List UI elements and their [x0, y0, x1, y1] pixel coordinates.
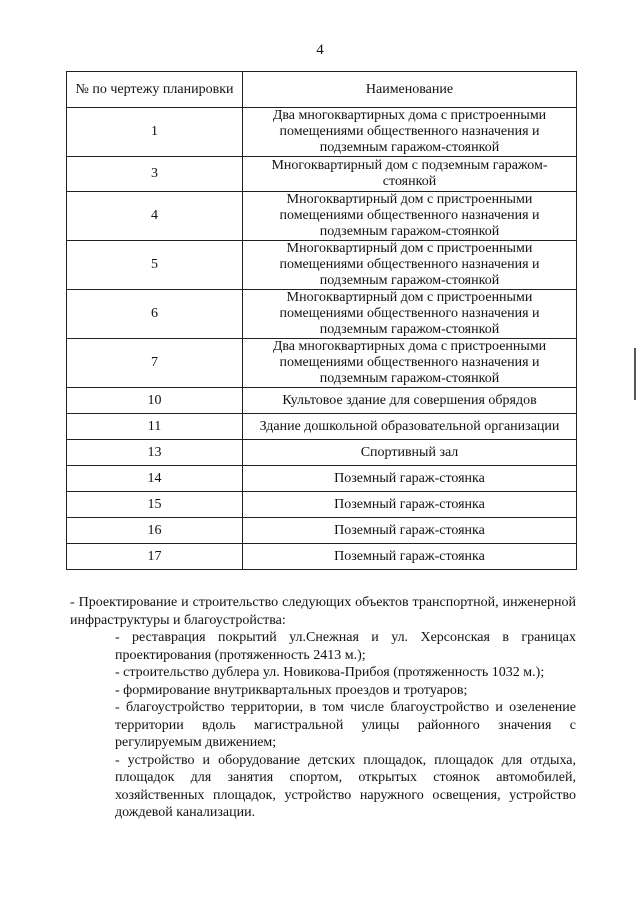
row-name: Поземный гараж-стоянка	[243, 466, 577, 492]
row-number: 7	[67, 339, 243, 388]
table-row	[67, 440, 577, 466]
row-name: Многоквартирный дом с пристроенными помещениями общественного назначения и подземным гаражом-стоянкой	[243, 290, 577, 339]
row-name: Многоквартирный дом с подземным гаражом-стоянкой	[243, 157, 577, 192]
table-header-row	[67, 72, 577, 108]
row-name: Два многоквартирных дома с пристроенными помещениями общественного назначения и подземным гаражом-стоянкой	[243, 108, 577, 157]
table-row	[67, 492, 577, 518]
row-number: 11	[67, 414, 243, 440]
infrastructure-text	[70, 594, 576, 822]
row-name: Спортивный зал	[243, 440, 577, 466]
row-number: 5	[67, 241, 243, 290]
row-name: Культовое здание для совершения обрядов	[243, 388, 577, 414]
table-row	[67, 414, 577, 440]
page-number: 4	[316, 42, 324, 58]
row-name: Здание дошкольной образовательной организации	[243, 414, 577, 440]
row-number: 3	[67, 157, 243, 192]
list-item: - строительство дублера ул. Новикова-Прибоя (протяженность 1032 м.);	[115, 665, 545, 680]
row-number: 17	[67, 544, 243, 570]
table-row	[67, 388, 577, 414]
row-name: Два многоквартирных дома с пристроенными помещениями общественного назначения и подземным гаражом-стоянкой	[243, 339, 577, 388]
row-number: 15	[67, 492, 243, 518]
scan-edge-mark	[634, 348, 636, 400]
table-row	[67, 290, 577, 339]
row-name: Поземный гараж-стоянка	[243, 544, 577, 570]
list-item: - реставрация покрытий ул.Снежная и ул. Херсонская в границах проектирования (протяженность 2413 м.);	[115, 630, 576, 663]
row-number: 6	[67, 290, 243, 339]
header-number: № по чертежу планировки	[67, 72, 243, 108]
row-number: 14	[67, 466, 243, 492]
list-item: - формирование внутриквартальных проездов и тротуаров;	[115, 682, 468, 698]
row-number: 1	[67, 108, 243, 157]
table-row	[67, 518, 577, 544]
table-row	[67, 466, 577, 492]
list-item: - устройство и оборудование детских площадок, площадок для отдыха, площадок для занятия спортом, открытых стоянок автомобилей, хозяйственных площадок, устройство наружного освещения, устройство дождевой канализации.	[115, 752, 576, 820]
intro-paragraph: - Проектирование и строительство следующих объектов транспортной, инженерной инфраструктуры и благоустройства:	[70, 595, 576, 628]
row-name: Многоквартирный дом с пристроенными помещениями общественного назначения и подземным гаражом-стоянкой	[243, 192, 577, 241]
row-number: 16	[67, 518, 243, 544]
row-number: 4	[67, 192, 243, 241]
row-name: Многоквартирный дом с пристроенными помещениями общественного назначения и подземным гаражом-стоянкой	[243, 241, 577, 290]
table-row	[67, 241, 577, 290]
row-name: Поземный гараж-стоянка	[243, 492, 577, 518]
table-row	[67, 192, 577, 241]
table-row	[67, 108, 577, 157]
table-row	[67, 157, 577, 192]
row-name: Поземный гараж-стоянка	[243, 518, 577, 544]
objects-table	[66, 71, 577, 570]
table-row	[67, 339, 577, 388]
table-row	[67, 544, 577, 570]
header-name: Наименование	[243, 72, 577, 108]
list-item: - благоустройство территории, в том числе благоустройство и озеленение территории вдоль магистральной улицы районного значения с регулируемым движением;	[115, 700, 576, 750]
row-number: 13	[67, 440, 243, 466]
row-number: 10	[67, 388, 243, 414]
